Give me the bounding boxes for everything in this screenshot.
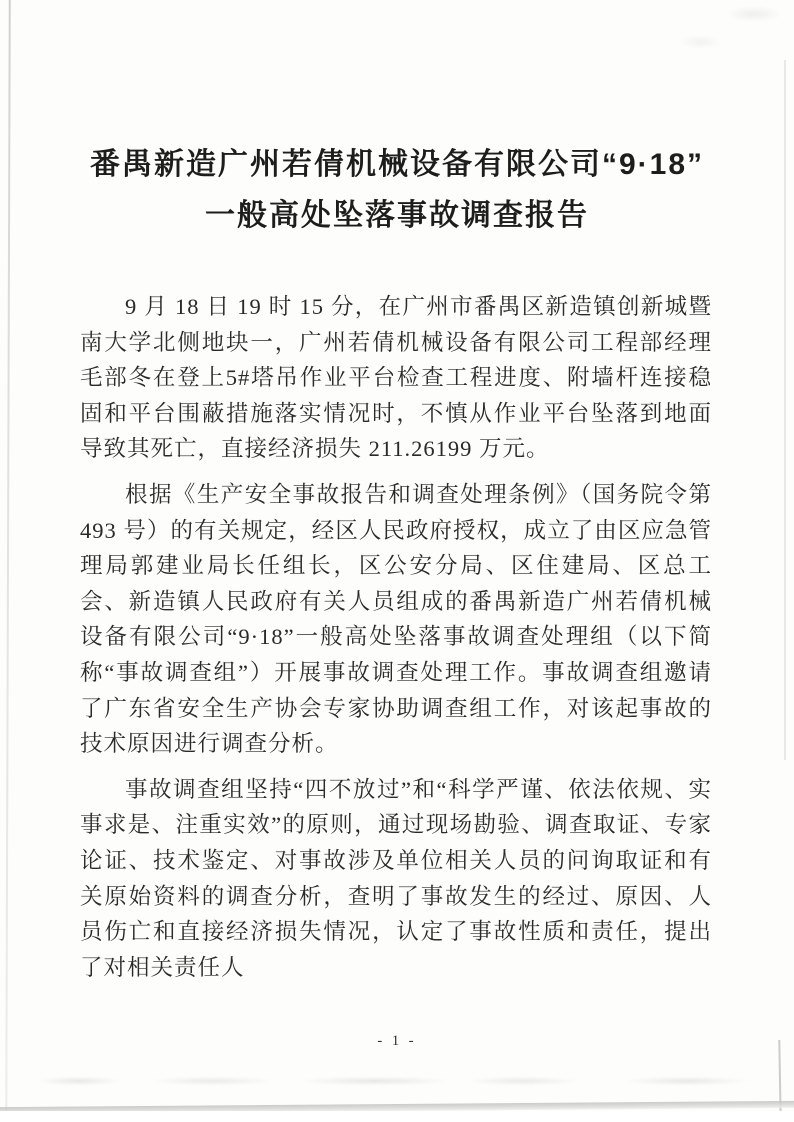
page-number: - 1 - <box>377 1033 417 1049</box>
scan-edge-right-corner <box>778 1040 781 1122</box>
document-body <box>80 289 712 985</box>
body-paragraph-3: 事故调查组坚持“四不放过”和“科学严谨、依法依规、实事求是、注重实效”的原则，通过现场勘验、调查取证、专家论证、技术鉴定、对事故涉及单位相关人员的问询取证和有关原始资料的调查分析，查明了事故发生的经过、原因、人员伤亡和直接经济损失情况，认定了事故性质和责任，提出了对相关责任人 <box>80 776 712 980</box>
scan-edge-left <box>5 0 11 1122</box>
scan-smudge <box>660 0 794 70</box>
body-paragraph-1: 9 月 18 日 19 时 15 分，在广州市番禺区新造镇创新城暨南大学北侧地块一，广州若倩机械设备有限公司工程部经理毛部冬在登上5#塔吊作业平台检查工程进度、附墙杆连接稳固和平台围蔽措施落实情况时，不慎从作业平台坠落到地面导致其死亡，直接经济损失 211.26199 万元。 <box>80 294 712 462</box>
document-title-line1: 番禺新造广州若倩机械设备有限公司“9·18” <box>89 148 705 181</box>
scan-background-below-page <box>0 1111 794 1122</box>
scan-edge-right <box>784 60 786 760</box>
document-title-line2: 一般高处坠落事故调查报告 <box>205 199 589 232</box>
body-paragraph-2: 根据《生产安全事故报告和调查处理条例》（国务院令第 493 号）的有关规定，经区人民政府授权，成立了由区应急管理局郭建业局长任组长，区公安分局、区住建局、区总工会、新造镇人民政府有关人员组成的番禺新造广州若倩机械设备有限公司“9·18”一般高处坠落事故调查处理组（以下简称“事故调查组”）开展事故调查处理工作。事故调查组邀请了广东省安全生产协会专家协助调查组工作，对该起事故的技术原因进行调查分析。 <box>80 481 712 757</box>
bleed-through-text-artifact <box>20 1073 760 1089</box>
document-title <box>78 139 716 241</box>
